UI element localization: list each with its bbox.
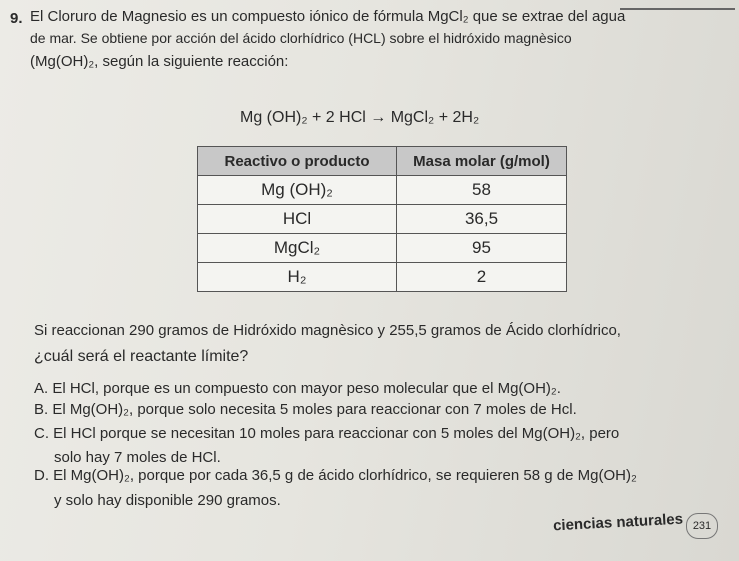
prompt-line-1: Si reaccionan 290 gramos de Hidróxido magnèsico y 255,5 gramos de Ácido clorhídrico, <box>34 322 621 339</box>
cell-molar-mass: 95 <box>397 234 567 263</box>
question-number: 9. <box>10 10 23 27</box>
cell-molar-mass: 36,5 <box>397 205 567 234</box>
cell-substance: Mg (OH)₂ <box>198 176 397 205</box>
intro-line-1: El Cloruro de Magnesio es un compuesto iónico de fórmula MgCl₂ que se extrae del agua <box>30 8 626 25</box>
equation-reactant-2: + 2 HCl <box>312 109 366 126</box>
option-d[interactable]: D. El Mg(OH)₂, porque por cada 36,5 g de ácido clorhídrico, se requieren 58 g de Mg(OH)₂ <box>34 467 637 484</box>
table-row <box>198 205 567 234</box>
cell-substance: MgCl₂ <box>198 234 397 263</box>
prompt-line-2: ¿cuál será el reactante límite? <box>34 348 249 365</box>
option-d-continued[interactable]: y solo hay disponible 290 gramos. <box>54 492 281 509</box>
intro-line-2: de mar. Se obtiene por acción del ácido clorhídrico (HCL) sobre el hidróxido magnèsico <box>30 30 572 46</box>
cell-substance: H₂ <box>198 263 397 292</box>
header-substance: Reactivo o producto <box>198 147 397 176</box>
table-row <box>198 176 567 205</box>
equation-product-2: + 2H₂ <box>438 109 480 126</box>
chemical-equation <box>240 109 479 127</box>
cell-substance: HCl <box>198 205 397 234</box>
equation-reactant-1: Mg (OH)₂ <box>240 109 308 126</box>
cell-molar-mass: 2 <box>397 263 567 292</box>
molar-mass-table <box>197 146 567 292</box>
table-row <box>198 234 567 263</box>
page-number: 231 <box>686 513 718 539</box>
footer-label: ciencias naturales <box>552 510 684 535</box>
table-header-row <box>198 147 567 176</box>
cell-molar-mass: 58 <box>397 176 567 205</box>
option-c-continued[interactable]: solo hay 7 moles de HCl. <box>54 449 221 466</box>
option-b[interactable]: B. El Mg(OH)₂, porque solo necesita 5 moles para reaccionar con 7 moles de Hcl. <box>34 401 577 418</box>
table-row <box>198 263 567 292</box>
intro-line-3: (Mg(OH)₂, según la siguiente reacción: <box>30 53 289 70</box>
reaction-arrow: → <box>370 109 387 126</box>
header-molar-mass: Masa molar (g/mol) <box>397 147 567 176</box>
top-rule <box>620 8 735 10</box>
option-c[interactable]: C. El HCl porque se necesitan 10 moles para reaccionar con 5 moles del Mg(OH)₂, pero <box>34 425 620 442</box>
option-a[interactable]: A. El HCl, porque es un compuesto con mayor peso molecular que el Mg(OH)₂. <box>34 380 561 397</box>
equation-product-1: MgCl₂ <box>390 109 435 126</box>
